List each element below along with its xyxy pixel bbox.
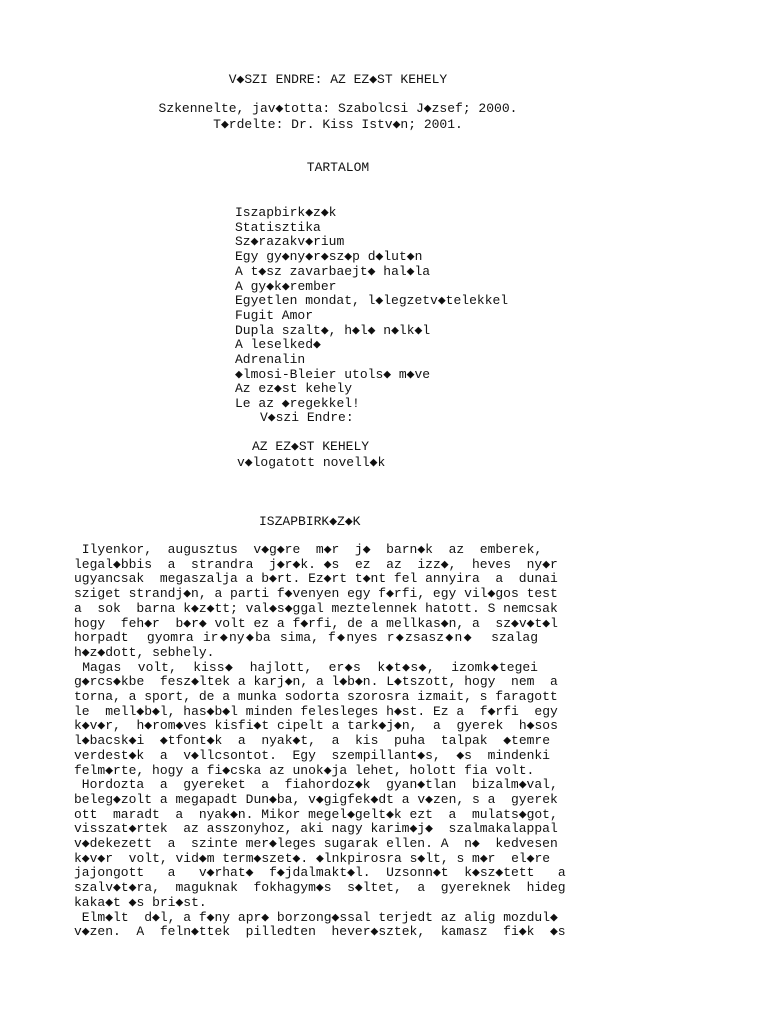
text-line: legal◆bbis a strandra j◆r◆k. ◆s ez az izz◆, heves ny◆r: [74, 556, 558, 572]
toc-item: Egyetlen mondat, l◆legzetv◆telekkel: [235, 293, 509, 309]
text-line: hogy feh◆r b◆r◆ volt ez a f◆rfi, de a mellkas◆n, a sz◆v◆t◆l: [74, 615, 558, 631]
text-line: kaka◆t ◆s bri◆st.: [74, 894, 207, 910]
text-line: v◆dekezett a szinte mer◆leges sugarak ellen. A n◆ kedvesen: [74, 836, 558, 851]
book-author: V◆szi Endre:: [260, 410, 354, 425]
layout-credit: T◆rdelte: Dr. Kiss Istv◆n; 2001.: [213, 117, 463, 132]
book-subtitle: v◆logatott novell◆k: [237, 455, 386, 470]
toc-item: Adrenalin: [235, 352, 306, 367]
text-line: felm◆rte, hogy a fi◆cska az unok◆ja lehet, holott fia volt.: [74, 762, 535, 778]
text-line: visszat◆rtek az asszonyhoz, aki nagy karim◆j◆ szalmakalappal: [74, 821, 558, 837]
text-line: torna, a sport, de a munka sodorta szorosra izmait, s faragott: [74, 689, 558, 704]
toc-item: A gy◆k◆rember: [235, 278, 337, 294]
toc-item: Le az ◆regekkel!: [235, 396, 360, 412]
toc-item: Iszapbirk◆z◆k: [235, 205, 337, 220]
text-line: sziget strandj◆n, a parti f◆venyen egy f◆rfi, egy vil◆gos test: [74, 586, 558, 602]
document-title: V◆SZI ENDRE: AZ EZ◆ST KEHELY: [228, 72, 448, 87]
text-line: ott maradt a nyak◆n. Mikor megel◆gelt◆k ezt a mulats◆got,: [74, 806, 558, 822]
text-line: beleg◆zolt a megapadt Dun◆ba, v◆gigfek◆dt a v◆zen, s a gyerek: [74, 791, 558, 807]
text-line: h◆z◆dott, sebhely.: [74, 644, 215, 660]
text-line: k◆v◆r volt, vid◆m term◆szet◆. ◆lnkpirosra s◆lt, s m◆r el◆re: [74, 850, 551, 866]
text-line: verdest◆k a v◆llcsontot. Egy szempillant◆s, ◆s mindenki: [74, 747, 550, 763]
text-line: Elm◆lt d◆l, a f◆ny apr◆ borzong◆ssal terjedt az alig mozdul◆: [74, 909, 558, 925]
book-title: AZ EZ◆ST KEHELY: [252, 439, 370, 454]
text-line: g◆rcs◆kbe fesz◆ltek a karj◆n, a l◆b◆n. L◆tszott, hogy nem a: [74, 674, 558, 690]
text-line: szalv◆t◆ra, maguknak fokhagym◆s s◆ltet, a gyereknek hideg: [74, 880, 566, 896]
toc-item: Statisztika: [235, 219, 321, 235]
story-heading: ISZAPBIRK◆Z◆K: [259, 514, 361, 529]
text-line: v◆zen. A feln◆ttek pilledten hever◆sztek, kamasz fi◆k ◆s: [74, 924, 566, 940]
text-line: l◆bacsk◆i ◆tfont◆k a nyak◆t, a kis puha talpak ◆temre: [74, 733, 551, 749]
toc-item: ◆lmosi-Bleier utols◆ m◆ve: [235, 366, 431, 382]
toc-item: Fugit Amor: [235, 307, 314, 323]
text-line: Magas volt, kiss◆ hajlott, er◆s k◆t◆s◆, izomk◆tegei: [74, 659, 538, 675]
toc-heading: TARTALOM: [306, 160, 370, 175]
text-line: jajongott a v◆rhat◆ f◆jdalmakt◆l. Uzsonn◆t k◆sz◆tett a: [74, 865, 566, 881]
text-line: ugyancsak megaszalja a b◆rt. Ez◆rt t◆nt fel annyira a dunai: [74, 571, 558, 587]
text-line: Hordozta a gyereket a fiahordoz◆k gyan◆tlan bizalm◆val,: [74, 777, 558, 793]
toc-item: Dupla szalt◆, h◆l◆ n◆lk◆l: [235, 322, 431, 338]
toc-item: Az ez◆st kehely: [235, 381, 353, 397]
toc-item: Sz◆razakv◆rium: [235, 234, 345, 250]
text-line: le mell◆b◆l, has◆b◆l minden felesleges h◆st. Ez a f◆rfi egy: [74, 703, 558, 719]
text-line: horpadt gyomra ir◆ny◆ba sima, f◆nyes r◆zsasz◆n◆ szalag: [74, 630, 538, 646]
toc-item: A leselked◆: [235, 337, 321, 353]
toc-item: A t◆sz zavarbaejt◆ hal◆la: [235, 263, 431, 279]
scan-credit: Szkennelte, jav◆totta: Szabolcsi J◆zsef; 2000.: [158, 101, 518, 116]
text-line: Ilyenkor, augusztus v◆g◆re m◆r j◆ barn◆k az emberek,: [74, 542, 543, 557]
text-line: k◆v◆r, h◆rom◆ves kisfi◆t cipelt a tark◆j◆n, a gyerek h◆sos: [74, 718, 558, 734]
text-line: a sok barna k◆z◆tt; val◆s◆ggal meztelennek hatott. S nemcsak: [74, 600, 558, 616]
toc-item: Egy gy◆ny◆r◆sz◆p d◆lut◆n: [235, 249, 423, 265]
